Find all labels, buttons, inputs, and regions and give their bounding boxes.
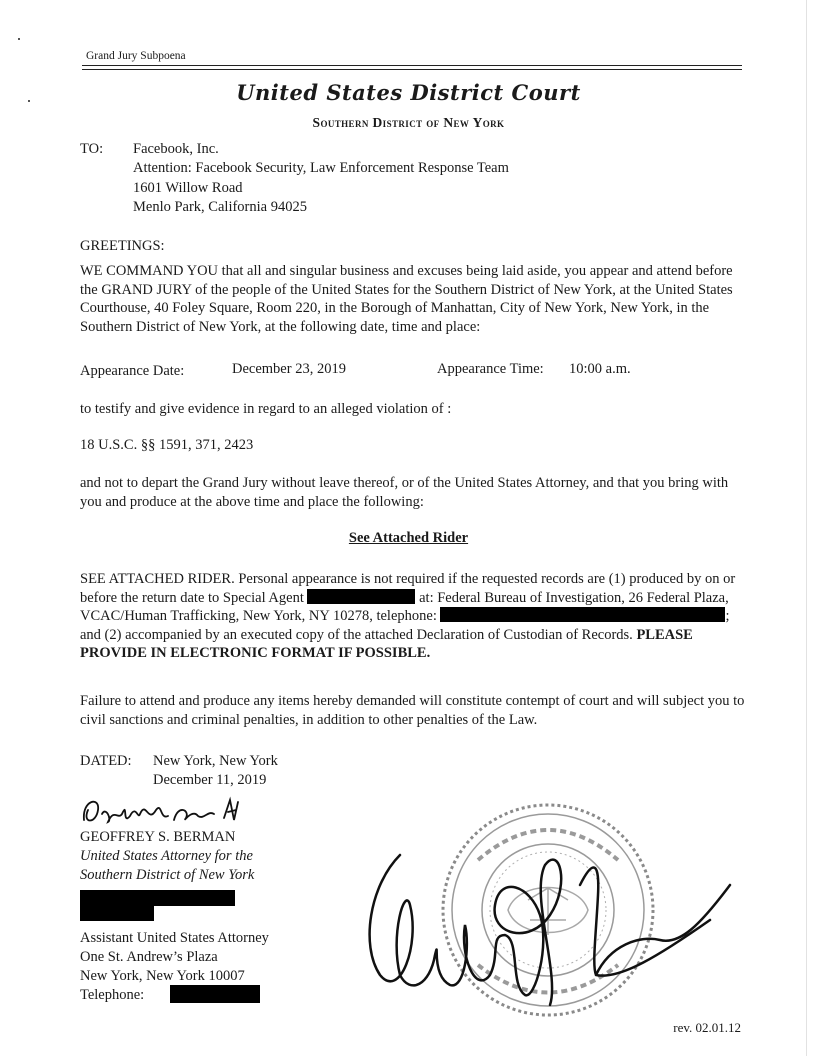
ausa-address-1: One St. Andrew’s Plaza	[80, 949, 218, 965]
rider-part2: at: Federal Bureau of Investigation, 26 Federal Plaza, VCAC/Human Trafficking, New York, NY 10278, telephone:	[80, 589, 729, 624]
ausa-title: Assistant United States Attorney	[80, 930, 269, 946]
appearance-time-label: Appearance Time:	[437, 361, 544, 377]
addressee-name: Facebook, Inc.	[133, 141, 219, 157]
rider-heading: See Attached Rider	[348, 530, 469, 546]
us-attorney-title-2: Southern District of New York	[80, 867, 255, 883]
ausa-phone-label: Telephone:	[80, 987, 145, 1003]
scan-mark	[28, 100, 30, 102]
addressee-street: 1601 Willow Road	[133, 180, 243, 196]
scan-mark	[18, 38, 20, 40]
depart-paragraph: and not to depart the Grand Jury without leave thereof, or of the United States Attorney, and that you bring with you and produce at the above time and place the following:	[80, 475, 729, 510]
rider-part1: SEE ATTACHED RIDER. Personal appearance is not required if the requested records are (1) produced by on or before the return date to Special Agent	[80, 571, 736, 606]
court-title: United States District Court	[236, 80, 581, 105]
court-district: Southern District of New York	[312, 115, 505, 130]
greetings: GREETINGS:	[80, 238, 165, 254]
appearance-date-label: Appearance Date:	[80, 363, 185, 379]
form-label: Grand Jury Subpoena	[86, 50, 186, 62]
command-paragraph: WE COMMAND YOU that all and singular business and excuses being laid aside, you appear and attend before the GRAND JURY of the people of the United States for the Southern District of New York, at the United States Courthouse, 40 Foley Square, Room 220, in the Borough of Manhattan, City of New York, New York, in the Southern District of New York, at the following date, time and place:	[80, 263, 733, 335]
rider-paragraph	[80, 570, 746, 663]
appearance-time-value: 10:00 a.m.	[569, 361, 631, 377]
us-attorney-name: GEOFFREY S. BERMAN	[80, 829, 236, 845]
dated-date: December 11, 2019	[153, 772, 267, 788]
dated-place: New York, New York	[153, 753, 278, 769]
clerk-signature	[360, 825, 750, 1015]
addressee-city: Menlo Park, California 94025	[133, 199, 307, 215]
us-attorney-title-1: United States Attorney for the	[80, 848, 253, 864]
ausa-address-2: New York, New York 10007	[80, 968, 245, 984]
revision-label: rev. 02.01.12	[673, 1020, 741, 1035]
page-edge	[806, 0, 807, 1056]
us-attorney-signature	[78, 790, 258, 832]
addressee-attention: Attention: Facebook Security, Law Enforcement Response Team	[133, 160, 509, 176]
header-rule	[82, 65, 742, 70]
electronic-format-notice: PLEASE PROVIDE IN ELECTRONIC FORMAT IF POSSIBLE.	[80, 626, 693, 661]
dated-label: DATED:	[80, 753, 132, 769]
testify-text: to testify and give evidence in regard to an alleged violation of :	[80, 401, 452, 417]
redaction-ausa-name	[80, 904, 154, 921]
redaction-phone	[440, 607, 725, 622]
redaction-ausa-phone	[170, 985, 260, 1003]
failure-paragraph: Failure to attend and produce any items hereby demanded will constitute contempt of court and will subject you to civil sanctions and criminal penalties, in addition to other penalties of the Law.	[80, 693, 745, 728]
statute: 18 U.S.C. §§ 1591, 371, 2423	[80, 437, 254, 453]
to-label: TO:	[80, 141, 104, 157]
redaction-agent	[307, 589, 415, 604]
appearance-date-value: December 23, 2019	[232, 361, 346, 377]
rider-part3: ; and (2) accompanied by an executed copy of the attached Declaration of Custodian of Records.	[80, 608, 730, 643]
